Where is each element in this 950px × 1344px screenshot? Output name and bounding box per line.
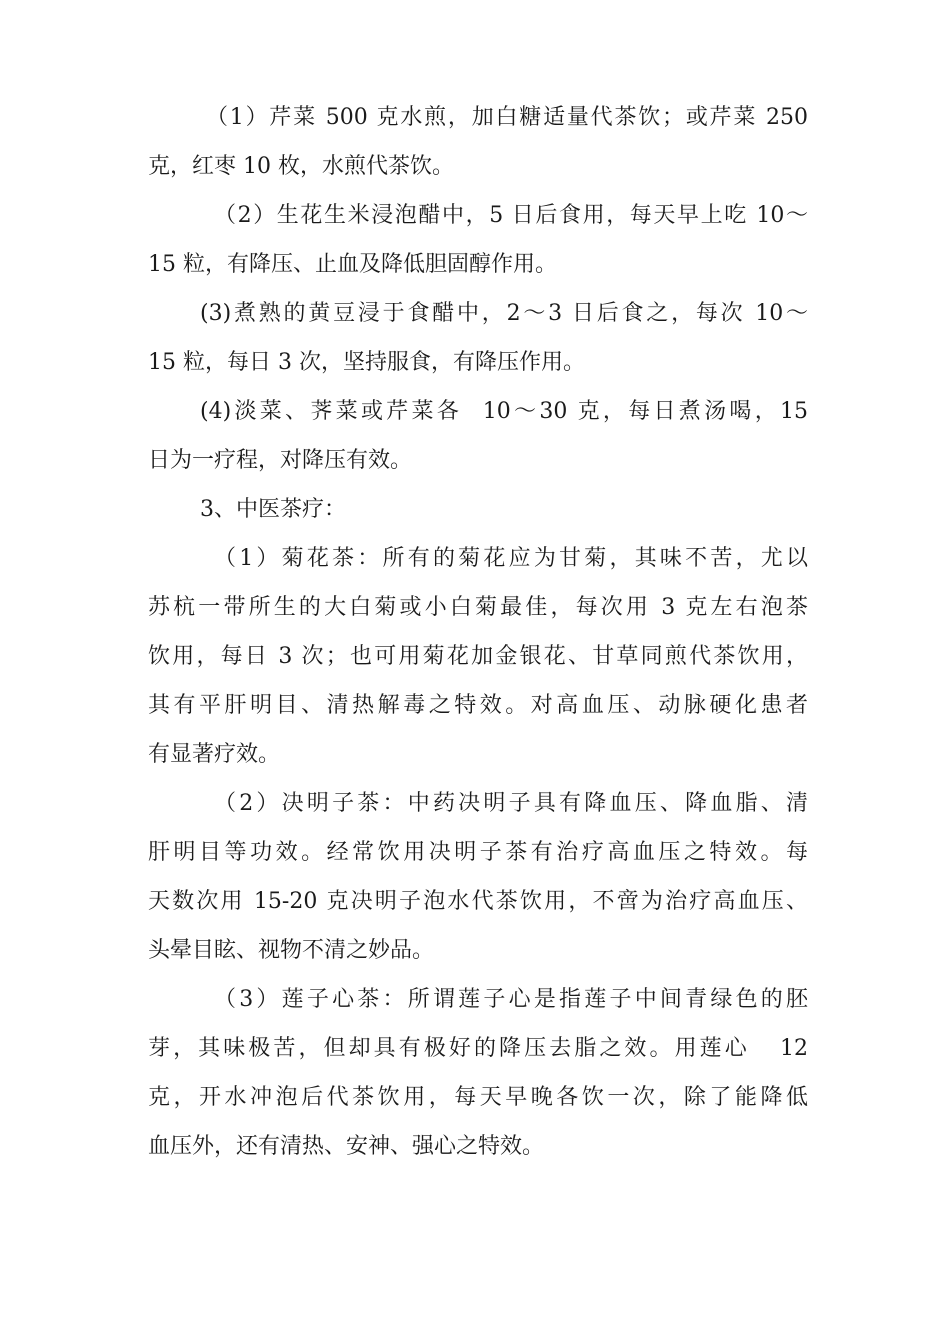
text-line: （2）决明子茶：中药决明子具有降血压、降血脂、清	[214, 791, 808, 816]
document-body	[148, 93, 808, 1171]
text-line: （1）菊花茶：所有的菊花应为甘菊，其味不苦，尤以	[214, 546, 808, 571]
text-line: 肝明目等功效。经常饮用决明子茶有治疗高血压之特效。每	[148, 840, 808, 865]
paragraph	[148, 191, 808, 289]
heading-text: 3、中医茶疗：	[200, 497, 346, 522]
text-line: 饮用，每日 3 次；也可用菊花加金银花、甘草同煎代茶饮用，	[148, 644, 808, 669]
text-line: 苏杭一带所生的大白菊或小白菊最佳，每次用 3 克左右泡茶	[148, 595, 808, 620]
section-heading	[148, 485, 808, 534]
paragraph	[148, 289, 808, 387]
text-line: (4)淡菜、荠菜或芹菜各 10～30 克，每日煮汤喝，15	[200, 399, 808, 424]
text-line: （2）生花生米浸泡醋中，5 日后食用，每天早上吃 10～	[214, 203, 808, 228]
text-line: 日为一疗程，对降压有效。	[148, 448, 413, 473]
paragraph	[148, 387, 808, 485]
text-line: 克，红枣 10 枚，水煎代茶饮。	[148, 154, 454, 179]
text-line: 芽，其味极苦，但却具有极好的降压去脂之效。用莲心 12	[148, 1036, 808, 1061]
text-line: 克，开水冲泡后代茶饮用，每天早晚各饮一次，除了能降低	[148, 1085, 808, 1110]
paragraph	[148, 534, 808, 779]
paragraph	[148, 93, 808, 191]
text-line: 头晕目眩、视物不清之妙品。	[148, 938, 435, 963]
paragraph	[148, 779, 808, 975]
text-line: （3）莲子心茶：所谓莲子心是指莲子中间青绿色的胚	[214, 987, 808, 1012]
text-line: 天数次用 15-20 克决明子泡水代茶饮用，不啻为治疗高血压、	[148, 889, 808, 914]
text-line: 血压外，还有清热、安神、强心之特效。	[148, 1134, 545, 1159]
text-line: （1）芹菜 500 克水煎，加白糖适量代茶饮；或芹菜 250	[206, 105, 808, 130]
text-line: 15 粒，有降压、止血及降低胆固醇作用。	[148, 252, 557, 277]
paragraph	[148, 975, 808, 1171]
text-line: 其有平肝明目、清热解毒之特效。对高血压、动脉硬化患者	[148, 693, 808, 718]
text-line: 有显著疗效。	[148, 742, 281, 767]
text-line: 15 粒，每日 3 次，坚持服食，有降压作用。	[148, 350, 585, 375]
text-line: (3)煮熟的黄豆浸于食醋中，2～3 日后食之，每次 10～	[200, 301, 808, 326]
